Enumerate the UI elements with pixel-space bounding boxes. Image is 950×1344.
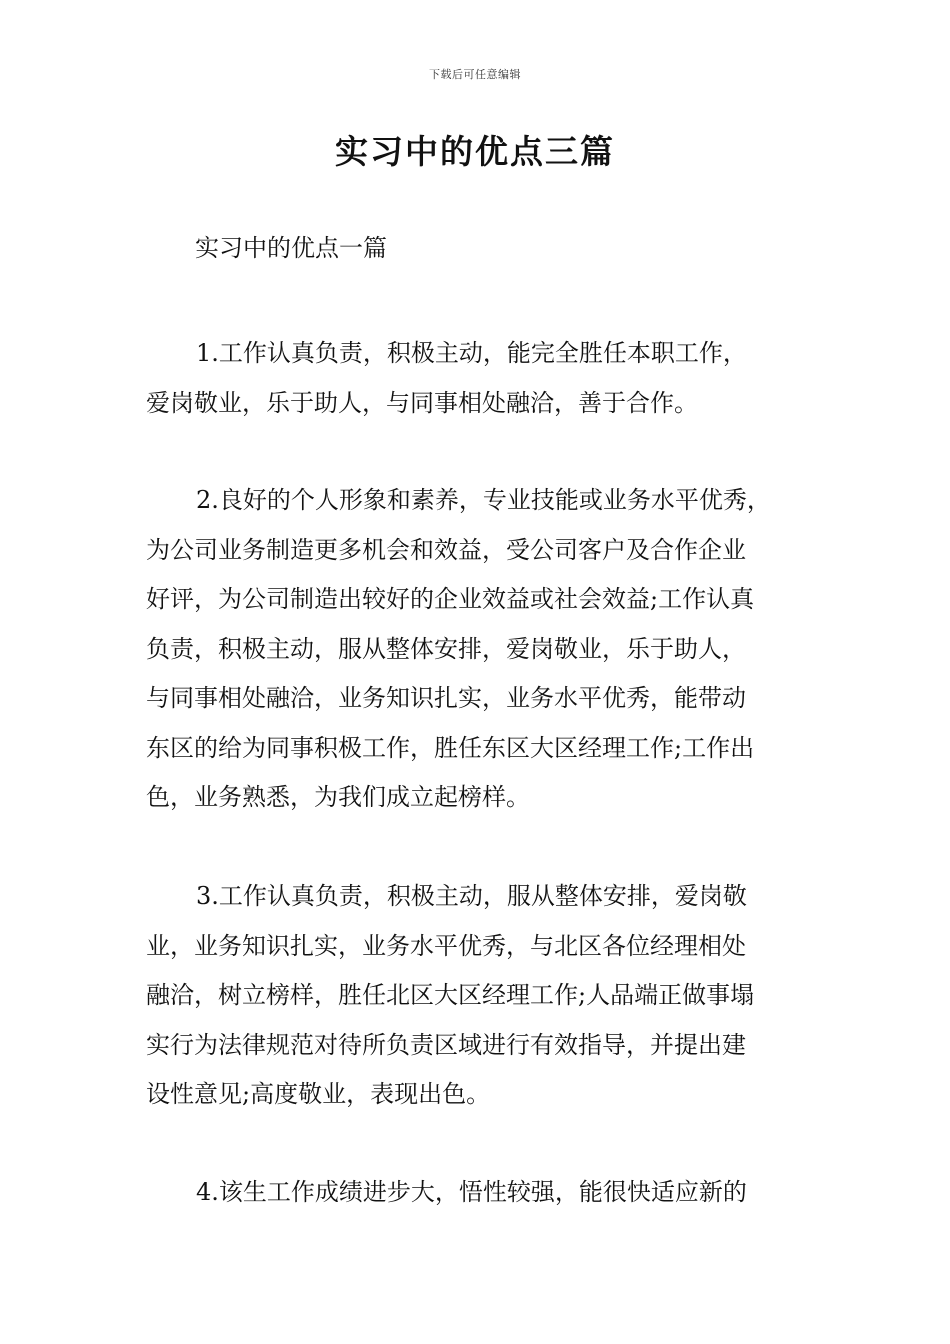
paragraph-line: 为公司业务制造更多机会和效益，受公司客户及合作企业	[146, 535, 746, 564]
section-heading: 实习中的优点一篇	[195, 234, 387, 262]
paragraph-line: 2.良好的个人形象和素养，专业技能或业务水平优秀，	[196, 486, 771, 514]
paragraph-line: 好评，为公司制造出较好的企业效益或社会效益;工作认真	[146, 585, 755, 613]
document-title: 实习中的优点三篇	[335, 132, 615, 171]
paragraph-1	[146, 329, 826, 428]
paragraph-line: 4.该生工作成绩进步大，悟性较强，能很快适应新的	[196, 1178, 747, 1206]
paragraph-line: 设性意见;高度敬业，表现出色。	[146, 1080, 491, 1108]
paragraph-line: 色，业务熟悉，为我们成立起榜样。	[146, 783, 530, 811]
paragraph-line: 爱岗敬业，乐于助人，与同事相处融洽，善于合作。	[146, 388, 698, 417]
paragraph-4	[146, 1168, 826, 1218]
paragraph-line: 负责，积极主动，服从整体安排，爱岗敬业，乐于助人，	[146, 634, 746, 663]
paragraph-line: 实行为法律规范对待所负责区域进行有效指导，并提出建	[146, 1030, 746, 1059]
paragraph-line: 1.工作认真负责，积极主动，能完全胜任本职工作，	[196, 339, 747, 367]
paragraph-line: 3.工作认真负责，积极主动，服从整体安排，爱岗敬	[196, 882, 747, 910]
paragraph-line: 业，业务知识扎实，业务水平优秀，与北区各位经理相处	[146, 931, 746, 960]
paragraph-line: 融洽，树立榜样，胜任北区大区经理工作;人品端正做事塌	[146, 981, 755, 1009]
paragraph-line: 东区的给为同事积极工作，胜任东区大区经理工作;工作出	[146, 733, 755, 762]
header-note: 下载后可任意编辑	[429, 68, 521, 81]
paragraph-line: 与同事相处融洽，业务知识扎实，业务水平优秀，能带动	[146, 684, 746, 712]
paragraph-2	[146, 476, 826, 823]
paragraph-3	[146, 872, 826, 1120]
